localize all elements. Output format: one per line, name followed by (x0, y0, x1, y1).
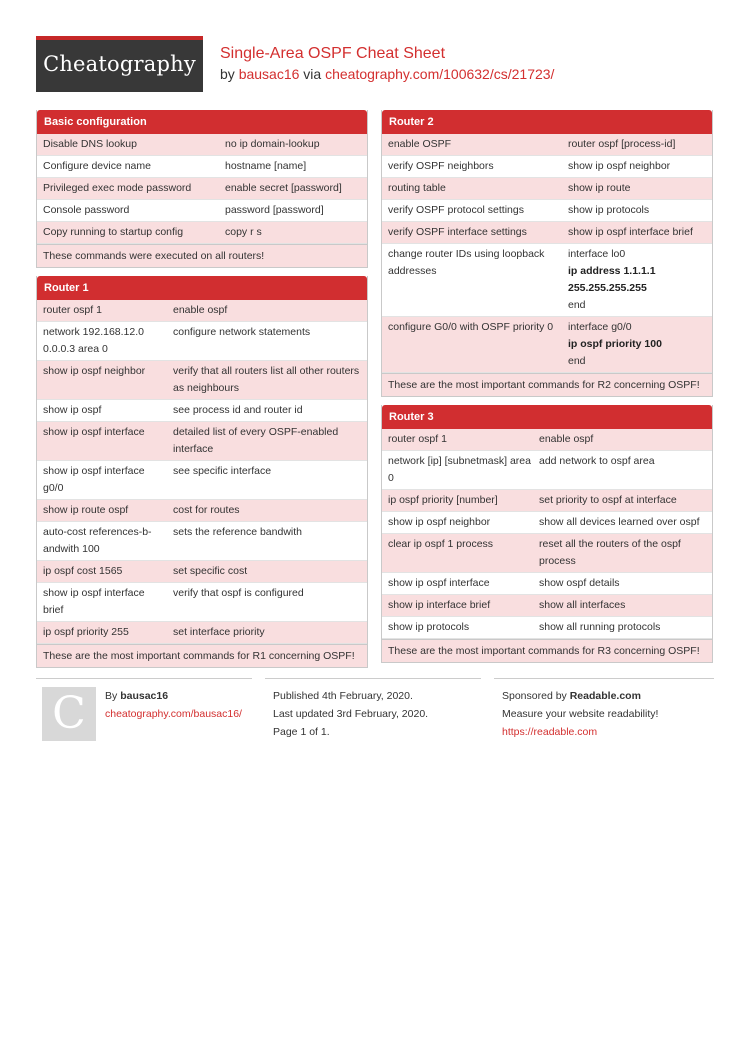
published-date: Published 4th February, 2020. (273, 690, 413, 702)
table-row (37, 300, 367, 322)
row-key: ip ospf priority [number] (388, 494, 498, 506)
row-key: show ip interface brief (388, 599, 491, 611)
table-row (382, 617, 712, 639)
card-note: These are the most important commands for R3 concerning OSPF! (382, 639, 712, 662)
table-row (382, 534, 712, 573)
table-row (382, 451, 712, 490)
table-row (37, 522, 367, 561)
row-value: reset all the routers of the ospf process (539, 538, 681, 567)
row-key: Disable DNS lookup (43, 138, 137, 150)
row-key: enable OSPF (388, 138, 452, 150)
row-value: cost for routes (173, 504, 240, 516)
table-row (37, 400, 367, 422)
row-key: show ip ospf interface (388, 577, 490, 589)
row-key: show ip protocols (388, 621, 470, 633)
row-value: show ip ospf interface brief (568, 226, 693, 238)
row-key: show ip ospf interface brief (43, 587, 145, 616)
table-row (382, 429, 712, 451)
table-row (382, 317, 712, 373)
row-key: show ip ospf interface (43, 426, 145, 438)
row-key: show ip route ospf (43, 504, 129, 516)
sponsor-link[interactable]: https://readable.com (502, 726, 598, 738)
code-line: interface lo0 (568, 248, 626, 260)
logo-text: Cheatography (43, 52, 196, 76)
row-value: show ip ospf neighbor (568, 160, 671, 172)
card-note: These are the most important commands for R1 concerning OSPF! (37, 644, 367, 667)
table-row (37, 322, 367, 361)
table-row (382, 595, 712, 617)
row-value: enable ospf (173, 304, 228, 316)
code-line: end (568, 299, 586, 311)
footer-dates (265, 678, 481, 748)
row-key: network 192.168.12.0 0.0.0.3 area 0 (43, 326, 144, 355)
sheet-url-link[interactable]: cheatography.com/100632/cs/21723/ (325, 66, 555, 82)
footer-dates-text (265, 687, 481, 741)
row-value (568, 246, 706, 314)
row-key: show ip ospf (43, 404, 102, 416)
code-line-bold-text: ip address 1.1.1.1 255.255.255.255 (568, 265, 656, 294)
row-key: routing table (388, 182, 446, 194)
page-footer (36, 678, 714, 748)
sponsor-name: Readable.com (569, 690, 641, 702)
code-line-bold (568, 263, 706, 297)
footer-author (36, 678, 252, 748)
row-value: sets the reference bandwith (173, 526, 302, 538)
router-1-card (36, 276, 368, 668)
row-value: router ospf [process-id] (568, 138, 676, 150)
table-row (37, 134, 367, 156)
row-key: show ip ospf interface g0/0 (43, 465, 145, 494)
row-key: ip ospf priority 255 (43, 626, 129, 638)
row-value: configure network statements (173, 326, 311, 338)
card-note: These are the most important commands for R2 concerning OSPF! (382, 373, 712, 396)
row-value: set interface priority (173, 626, 265, 638)
table-row (37, 500, 367, 522)
byline-prefix: by (220, 66, 235, 82)
footer-by: By (105, 690, 118, 702)
row-value: see specific interface (173, 465, 272, 477)
code-line: end (568, 355, 586, 367)
row-key: verify OSPF protocol settings (388, 204, 524, 216)
row-value: show ip route (568, 182, 631, 194)
table-row (37, 222, 367, 244)
row-key: Copy running to startup config (43, 226, 184, 238)
table-row (37, 156, 367, 178)
footer-sponsor-text (494, 687, 714, 741)
table-row (382, 490, 712, 512)
row-key: verify OSPF neighbors (388, 160, 494, 172)
row-key: Console password (43, 204, 130, 216)
card-title: Router 1 (37, 276, 367, 300)
row-value: password [password] (225, 204, 324, 216)
table-row (382, 200, 712, 222)
author-link[interactable]: bausac16 (238, 66, 300, 82)
table-row (37, 200, 367, 222)
code-line-bold (568, 336, 706, 353)
card-title: Basic configuration (37, 110, 367, 134)
row-value: verify that all routers list all other routers as neighbours (173, 365, 360, 394)
row-value: show all interfaces (539, 599, 626, 611)
row-key: configure G0/0 with OSPF priority 0 (388, 321, 554, 333)
cheatography-logo[interactable] (36, 36, 203, 92)
footer-by-line (105, 687, 242, 705)
table-row (37, 622, 367, 644)
sponsor-tagline: Measure your website readability! (502, 708, 659, 720)
row-key: auto-cost references-b-andwith 100 (43, 526, 152, 555)
footer-author-text (105, 687, 242, 723)
table-row (37, 178, 367, 200)
row-value: show all devices learned over ospf (539, 516, 700, 528)
card-note: These commands were executed on all routers! (37, 244, 367, 267)
row-value: copy r s (225, 226, 262, 238)
footer-sponsor (494, 678, 714, 748)
left-column (36, 110, 368, 676)
card-title: Router 2 (382, 110, 712, 134)
row-value: enable secret [password] (225, 182, 342, 194)
row-value: show ospf details (539, 577, 620, 589)
page-title: Single-Area OSPF Cheat Sheet (220, 45, 446, 62)
row-key: Configure device name (43, 160, 151, 172)
row-key: ip ospf cost 1565 (43, 565, 123, 577)
right-column (381, 110, 713, 671)
router-3-card (381, 405, 713, 663)
row-value: detailed list of every OSPF-enabled interface (173, 426, 339, 455)
updated-date: Last updated 3rd February, 2020. (273, 708, 429, 720)
card-title: Router 3 (382, 405, 712, 429)
row-value: see process id and router id (173, 404, 303, 416)
row-key: show ip ospf neighbor (43, 365, 146, 377)
row-value: verify that ospf is configured (173, 587, 304, 599)
row-key: router ospf 1 (43, 304, 102, 316)
row-value (568, 319, 706, 370)
row-value: show all running protocols (539, 621, 661, 633)
row-key: network [ip] [subnetmask] area 0 (388, 455, 531, 484)
row-value: no ip domain-lookup (225, 138, 320, 150)
table-row (37, 422, 367, 461)
table-row (382, 178, 712, 200)
table-row (37, 561, 367, 583)
table-row (382, 512, 712, 534)
row-value: show ip protocols (568, 204, 650, 216)
row-key: verify OSPF interface settings (388, 226, 527, 238)
row-key: change router IDs using loopback addresses (388, 248, 545, 277)
table-row (382, 222, 712, 244)
sponsor-prefix: Sponsored by (502, 690, 567, 702)
row-value: enable ospf (539, 433, 594, 445)
table-row (382, 244, 712, 317)
table-row (37, 361, 367, 400)
row-key: show ip ospf neighbor (388, 516, 491, 528)
sponsor-line (502, 687, 714, 705)
row-key: Privileged exec mode password (43, 182, 192, 194)
avatar: C (42, 687, 96, 741)
row-value: hostname [name] (225, 160, 307, 172)
code-line-bold-text: ip ospf priority 100 (568, 338, 662, 350)
table-row (382, 573, 712, 595)
code-line: interface g0/0 (568, 321, 632, 333)
table-row (382, 156, 712, 178)
author-profile-link[interactable]: cheatography.com/bausac16/ (105, 708, 242, 720)
router-2-card (381, 110, 713, 397)
byline (220, 66, 554, 82)
row-key: router ospf 1 (388, 433, 447, 445)
table-row (382, 134, 712, 156)
footer-author-name: bausac16 (120, 690, 169, 702)
table-row (37, 583, 367, 622)
basic-configuration-card (36, 110, 368, 268)
row-key: clear ip ospf 1 process (388, 538, 494, 550)
row-value: set specific cost (173, 565, 248, 577)
table-row (37, 461, 367, 500)
page-count: Page 1 of 1. (273, 726, 330, 738)
row-value: add network to ospf area (539, 455, 655, 467)
page-header (36, 36, 714, 92)
row-value: set priority to ospf at interface (539, 494, 677, 506)
byline-via: via (303, 66, 322, 82)
